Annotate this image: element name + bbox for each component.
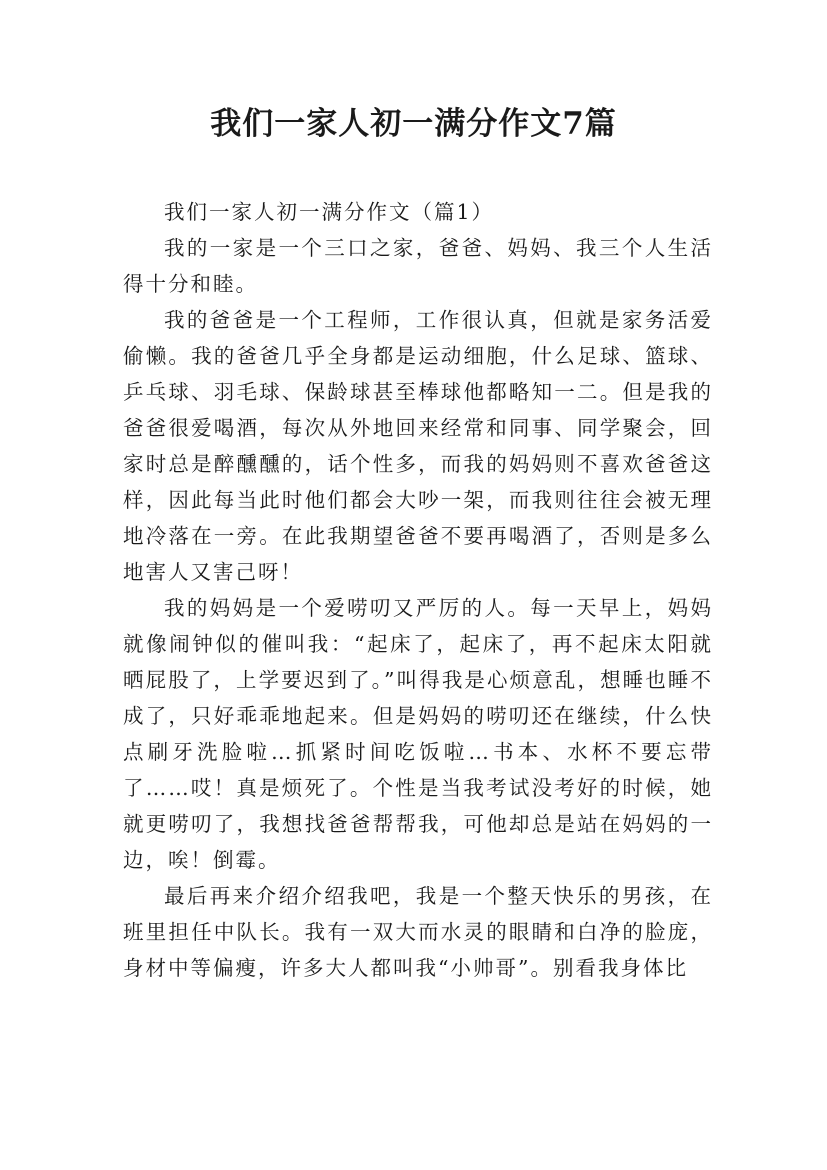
document-title: 我们一家人初一满分作文7篇 [210, 106, 617, 142]
paragraph: 我的妈妈是一个爱唠叨又严厉的人。每一天早上，妈妈就像闹钟似的催叫我：“起床了，起床了，再不起床太阳就晒屁股了，上学要迟到了。”叫得我是心烦意乱，想睡也睡不成了，只好乖乖地起来。但是妈妈的唠叨还在继续，什么快点刷牙洗脸啦…抓紧时间吃饭啦…书本、水杯不要忘带了……哎！真是烦死了。个性是当我考试没考好的时候，她就更唠叨了，我想找爸爸帮帮我，可他却总是站在妈妈的一边，唉！倒霉。 [123, 596, 713, 872]
paragraph: 我的一家是一个三口之家，爸爸、妈妈、我三个人生活得十分和睦。 [123, 236, 713, 296]
paragraph: 我的爸爸是一个工程师，工作很认真，但就是家务活爱偷懒。我的爸爸几乎全身都是运动细胞，什么足球、篮球、乒乓球、羽毛球、保龄球甚至棒球他都略知一二。但是我的爸爸很爱喝酒，每次从外地回来经常和同事、同学聚会，回家时总是醉醺醺的，话个性多，而我的妈妈则不喜欢爸爸这样，因此每当此时他们都会大吵一架，而我则往往会被无理地冷落在一旁。在此我期望爸爸不要再喝酒了，否则是多么地害人又害己呀！ [123, 308, 713, 584]
document-body [123, 194, 713, 986]
paragraph: 最后再来介绍介绍我吧，我是一个整天快乐的男孩，在班里担任中队长。我有一双大而水灵的眼睛和白净的脸庞，身材中等偏瘦，许多大人都叫我“小帅哥”。别看我身体比 [123, 884, 713, 980]
section-heading: 我们一家人初一满分作文（篇1） [164, 200, 495, 224]
